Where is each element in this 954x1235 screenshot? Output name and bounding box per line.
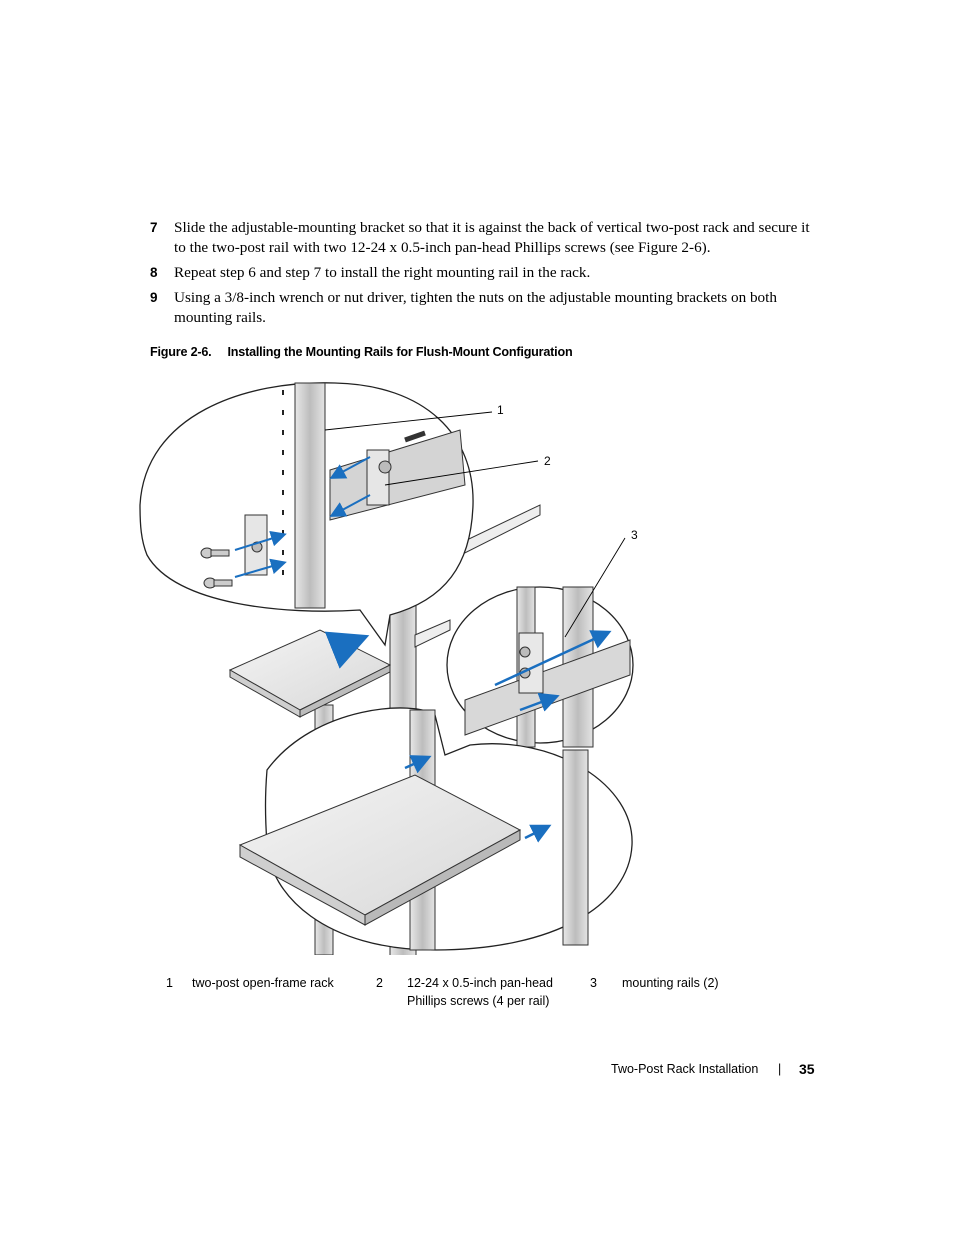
- legend-num-2: 2: [376, 976, 383, 990]
- detail-circle-rail: [447, 587, 633, 747]
- figure-caption: [150, 345, 572, 359]
- step-9: [150, 288, 815, 328]
- step-number: 9: [150, 290, 158, 305]
- step-7: [150, 218, 815, 258]
- rack-installation-figure: [135, 375, 645, 955]
- legend-text-3: mounting rails (2): [622, 976, 719, 990]
- step-number: 8: [150, 265, 158, 280]
- legend-text-2a: 12-24 x 0.5-inch pan-head: [407, 976, 553, 990]
- step-number: 7: [150, 220, 158, 235]
- footer-section-title: Two-Post Rack Installation: [611, 1062, 759, 1076]
- callout-3: 3: [631, 528, 638, 542]
- legend-text-2b: Phillips screws (4 per rail): [407, 994, 550, 1008]
- footer-separator: |: [778, 1062, 782, 1076]
- rack-illustration: [135, 375, 645, 955]
- step-text: Repeat step 6 and step 7 to install the right mounting rail in the rack.: [174, 264, 591, 281]
- legend-text-1: two-post open-frame rack: [192, 976, 334, 990]
- step-text: Slide the adjustable-mounting bracket so that it is against the back of vertical two-post rack and secure it to the two-post rail with two 12-24 x 0.5-inch pan-head Phillips screws (see Figure 2-6).: [174, 219, 810, 256]
- figure-label: Figure 2-6.: [150, 345, 212, 359]
- callout-1: 1: [497, 403, 504, 417]
- callout-2: 2: [544, 454, 551, 468]
- legend-num-1: 1: [166, 976, 173, 990]
- figure-title: Installing the Mounting Rails for Flush-Mount Configuration: [227, 345, 573, 359]
- instruction-steps: [150, 218, 815, 333]
- step-8: [150, 263, 815, 283]
- legend-num-3: 3: [590, 976, 597, 990]
- page-number: 35: [799, 1061, 815, 1077]
- detail-circle-bracket: [140, 383, 473, 645]
- server-tray-small: [230, 630, 390, 717]
- step-text: Using a 3/8-inch wrench or nut driver, tighten the nuts on the adjustable mounting brackets on both mounting rails.: [174, 289, 777, 326]
